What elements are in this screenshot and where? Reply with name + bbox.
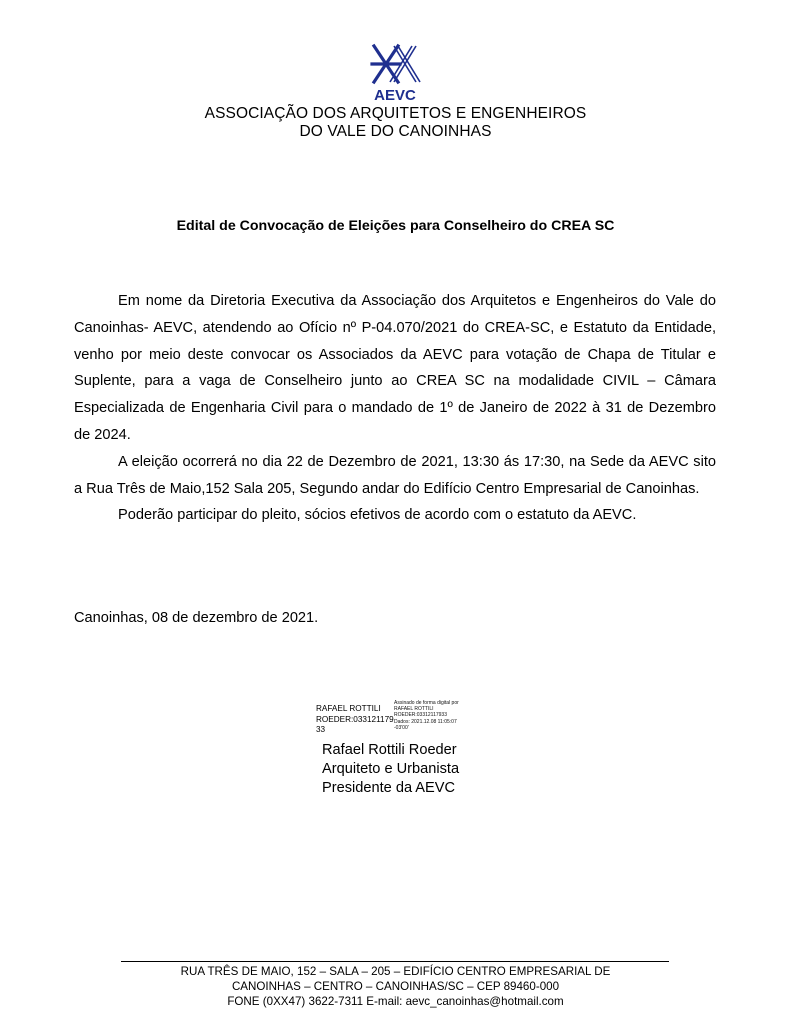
- digital-signature-name-line1: RAFAEL ROTTILI: [316, 704, 381, 713]
- footer-address-line2: CANOINHAS – CENTRO – CANOINHAS/SC – CEP 89460-000: [231, 980, 560, 993]
- paragraph-1: Em nome da Diretoria Executiva da Associação dos Arquitetos e Engenheiros do Vale do Canoinhas- AEVC, atendendo ao Ofício nº P-04.070/2021 do CREA-SC, e Estatuto da Entidade, venho por meio deste convocar os Associados da AEVC para votação de Chapa de Titular e Suplente, para a vaga de Conselheiro junto ao CREA SC na modalidade CIVIL – Câmara Especializada de Engenharia Civil para o mandado de 1º de Janeiro de 2022 à 31 de Dezembro de 2024.: [74, 293, 716, 443]
- org-name-line2: DO VALE DO CANOINHAS: [299, 123, 492, 140]
- signer-position: Presidente da AEVC: [322, 780, 456, 796]
- footer-address-line1: RUA TRÊS DE MAIO, 152 – SALA – 205 – EDIFÍCIO CENTRO EMPRESARIAL DE: [180, 965, 611, 978]
- footer-contact: FONE (0XX47) 3622-7311 E-mail: aevc_canoinhas@hotmail.com: [227, 995, 564, 1008]
- place-date: Canoinhas, 08 de dezembro de 2021.: [74, 610, 319, 626]
- digital-signature-name-line2: ROEDER:033121179: [316, 714, 394, 724]
- signer-name: Rafael Rottili Roeder: [322, 742, 457, 758]
- digital-signature-meta: [394, 700, 484, 731]
- document-body: [74, 288, 716, 529]
- digital-signature-name: [316, 704, 396, 736]
- aevc-logo-icon: [368, 42, 422, 104]
- digital-signature-name-line3: 33: [316, 725, 326, 734]
- paragraph-3: Poderão participar do pleito, sócios efetivos de acordo com o estatuto da AEVC.: [118, 507, 637, 524]
- signature-meta-line: ROEDER:03312117933: [394, 712, 447, 719]
- signature-meta-line: RAFAEL ROTTILI: [394, 706, 434, 713]
- signer-role: Arquiteto e Urbanista: [322, 761, 460, 777]
- org-name-line1: ASSOCIAÇÃO DOS ARQUITETOS E ENGENHEIROS: [204, 105, 587, 122]
- signature-meta-line: Dados: 2021.12.08 11:05:07: [394, 718, 457, 725]
- signature-meta-line: -03'00': [394, 724, 409, 731]
- footer-divider: [121, 961, 669, 962]
- logo-text: AEVC: [374, 87, 416, 104]
- logo: [368, 42, 422, 104]
- signature-meta-line: Assinado de forma digital por: [394, 700, 459, 706]
- document-title: Edital de Convocação de Eleições para Conselheiro do CREA SC: [176, 218, 615, 234]
- paragraph-2: A eleição ocorrerá no dia 22 de Dezembro de 2021, 13:30 ás 17:30, na Sede da AEVC sito a Rua Três de Maio,152 Sala 205, Segundo andar do Edifício Centro Empresarial de Canoinhas.: [74, 453, 716, 497]
